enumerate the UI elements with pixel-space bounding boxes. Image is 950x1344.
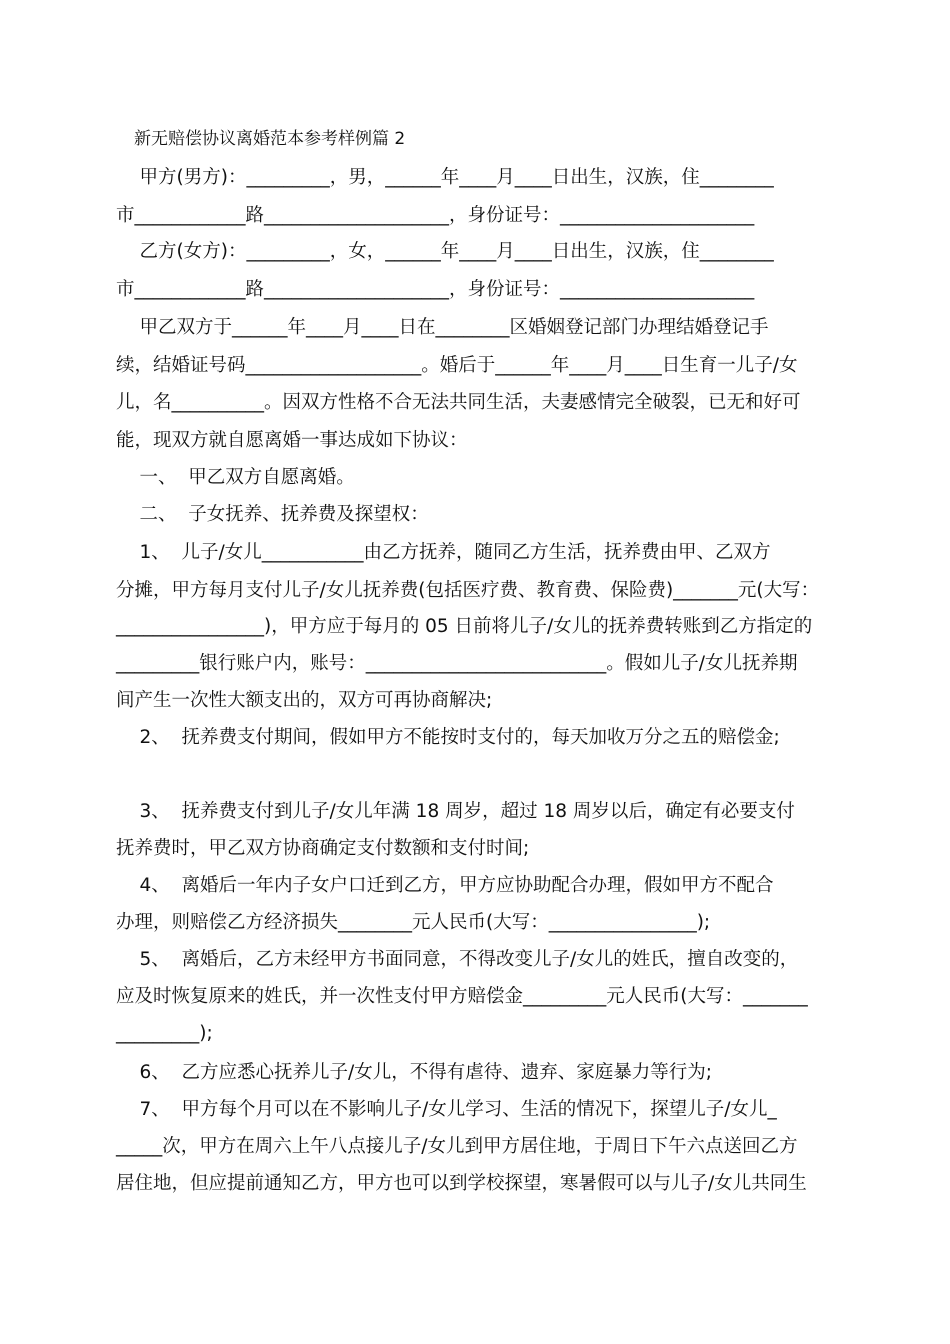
document-line: 4、 离婚后一年内子女户口迁到乙方，甲方应协助配合办理，假如甲方不配合 bbox=[116, 875, 774, 896]
document-line: 3、 抚养费支付到儿子/女儿年满 18 周岁，超过 18 周岁以后，确定有必要支付 bbox=[116, 801, 795, 822]
document-line: 应及时恢复原来的姓氏，并一次性支付甲方赔偿金_________元人民币(大写：_______ bbox=[116, 986, 808, 1007]
document-line: 一、 甲乙双方自愿离婚。 bbox=[116, 467, 355, 488]
document-line: 居住地，但应提前通知乙方，甲方也可以到学校探望，寒暑假可以与儿子/女儿共同生 bbox=[116, 1173, 807, 1194]
document-line: 7、 甲方每个月可以在不影响儿子/女儿学习、生活的情况下，探望儿子/女儿_ bbox=[116, 1099, 777, 1120]
document-line: 二、 子女抚养、抚养费及探望权： bbox=[116, 504, 429, 525]
document-line: 间产生一次性大额支出的，双方可再协商解决; bbox=[116, 690, 493, 711]
document-line: 2、 抚养费支付期间，假如甲方不能按时支付的，每天加收万分之五的赔偿金; bbox=[116, 727, 780, 748]
document-line: _________银行账户内，账号：__________________________。假如儿子/女儿抚养期 bbox=[116, 653, 798, 674]
document-line: 分摊，甲方每月支付儿子/女儿抚养费(包括医疗费、教育费、保险费)_______元(大写： bbox=[116, 580, 820, 601]
document-line: 甲方(男方)：_________，男，______年____月____日出生，汉族，住________ bbox=[116, 167, 774, 188]
document-line: ________________)，甲方应于每月的 05 日前将儿子/女儿的抚养费转账到乙方指定的 bbox=[116, 616, 813, 637]
document-line: 市____________路____________________，身份证号：_____________________ bbox=[116, 279, 755, 300]
document-line: 儿，名__________。因双方性格不合无法共同生活，夫妻感情完全破裂，已无和好可 bbox=[116, 392, 801, 413]
document-line: 6、 乙方应悉心抚养儿子/女儿，不得有虐待、遗弃、家庭暴力等行为; bbox=[116, 1062, 713, 1083]
document-line: 甲乙双方于______年____月____日在________区婚姻登记部门办理结婚登记手 bbox=[116, 317, 769, 338]
document-title: 新无赔偿协议离婚范本参考样例篇 2 bbox=[134, 129, 406, 149]
document-line: 市____________路____________________，身份证号：_____________________ bbox=[116, 205, 755, 226]
document-line: _____次，甲方在周六上午八点接儿子/女儿到甲方居住地，于周日下午六点送回乙方 bbox=[116, 1136, 798, 1157]
document-line: _________); bbox=[116, 1023, 213, 1044]
document-line: 1、 儿子/女儿___________由乙方抚养，随同乙方生活，抚养费由甲、乙双方 bbox=[116, 542, 771, 563]
document-line: 能，现双方就自愿离婚一事达成如下协议： bbox=[116, 430, 468, 451]
document-line: 办理，则赔偿乙方经济损失________元人民币(大写：________________); bbox=[116, 912, 711, 933]
document-line: 抚养费时，甲乙双方协商确定支付数额和支付时间; bbox=[116, 838, 530, 859]
document-line: 乙方(女方)：_________，女，______年____月____日出生，汉族，住________ bbox=[116, 241, 774, 262]
document-line: 5、 离婚后，乙方未经甲方书面同意，不得改变儿子/女儿的姓氏，擅自改变的， bbox=[116, 949, 799, 970]
document-line: 续，结婚证号码___________________。婚后于______年____月____日生育一儿子/女 bbox=[116, 355, 798, 376]
